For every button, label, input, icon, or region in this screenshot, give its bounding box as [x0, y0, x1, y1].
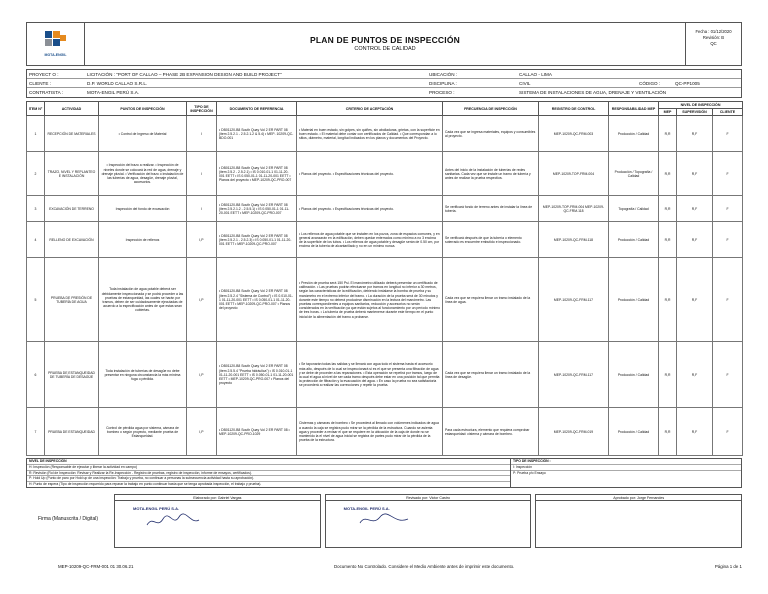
row-type: I: [187, 152, 217, 196]
signature-box-approved: [535, 494, 742, 548]
contractor-label: CONTRATISTA :: [29, 90, 64, 95]
row-type: I,P: [187, 258, 217, 342]
col-record: REGISTRO DE CONTROL: [539, 102, 609, 116]
row-client: F: [713, 222, 743, 258]
row-reference: • DB01120-B8 South Quay Vol 2 ER PART 08 (item 2.5.2 - 2.5.2.1) • IS 0.010-01-1 01-11-20-001 EETT • IS 0.050-01-1 01-11-20-001 EETT • Planos del proyecto • MEP-10209-QC-PRO-007: [217, 152, 297, 196]
discipline-label: DISCIPLINA :: [429, 80, 457, 86]
col-frequency: FRECUENCIA DE INSPECCIÓN: [443, 102, 539, 116]
signature-section: [26, 494, 742, 548]
row-item: 5: [27, 258, 45, 342]
row-activity: PRUEBA DE ESTANQUEIDAD: [45, 408, 99, 456]
row-client: F: [713, 408, 743, 456]
document-date: Fecha : 01/12/2020: [695, 29, 732, 34]
row-points: Inspección de rellenos: [99, 222, 187, 258]
row-type: I: [187, 116, 217, 152]
row-responsible: Producción / Calidad: [609, 258, 659, 342]
row-supervision: R,F: [677, 152, 713, 196]
location-label: UBICACIÓN :: [429, 71, 458, 77]
signature-box-reviewed: [325, 494, 532, 548]
row-frequency: Cada vez que se requiera llenar un tramo instalado de la línea de agua.: [443, 258, 539, 342]
legend-line: R: Revisión (Rol de Inspección: Revisar y Realizar la Re-Inspección - Registro de pruebas, registro de inspección, informe de ensayos, certificados).: [27, 471, 510, 477]
inspection-table: [26, 101, 743, 456]
row-item: 3: [27, 196, 45, 222]
row-criteria: Cisternas y cámaras de bombeo • Se procederá al llenado con volúmenes indicados de agua a cuando la caja se registra pudo mirar se la pérdida de la estructura. Cuando se asienta agua y proceder a revisar el que se requiere en la ubicación de la caja de donde no se mantenido la el nivel de agua inicial se registra de partes pudo mirar de la pérdida de la prueba de la estructura.: [297, 408, 443, 456]
row-activity: EXCAVACIÓN DE TERRENO: [45, 196, 99, 222]
table-row: [27, 196, 743, 222]
row-mep: R,R: [659, 408, 677, 456]
row-criteria: • Los rellenos de agua potable que se instalen en los pozos, zona de espacios comunes, y en general avanzarán en la edificación, deben quedar enterrados como mínimo a no 3 encima de la superficie de los tubos. • Los rellenos de agua potable y desagüe serán de 0.50 cm, por encima de la tubería de alcantarillado y no en un mínimo nunca.: [297, 222, 443, 258]
row-supervision: R,F: [677, 408, 713, 456]
legend-levels: [27, 459, 511, 487]
row-mep: R,R: [659, 152, 677, 196]
row-points: • Control de Ingreso de Material: [99, 116, 187, 152]
row-reference: • DB01120-B8 South Quay Vol 2 ER PART 08 (item 2.5.2.1 - 2.5.2.3) • IS 0.050-01-1 01-11-20-001 EETT • MEP-10209-QC-PRO-007: [217, 222, 297, 258]
col-mep: MEP: [659, 109, 677, 116]
row-client: F: [713, 152, 743, 196]
footer-page: Página 1 de 1: [714, 564, 742, 569]
discipline-value: CIVIL: [519, 80, 531, 86]
project-value: LICITACIÓN : "PORT OF CALLAO – PHASE 2B EXPANSION DESIGN AND BUILD PROJECT": [87, 71, 282, 77]
page-footer: [58, 564, 742, 569]
row-supervision: R,F: [677, 342, 713, 408]
row-record: MEP-10209-TOP-FRM-004 MEP-10209-QC-FRM-118: [539, 196, 609, 222]
legend-levels-title: NIVEL DE INSPECCIÓN: [27, 459, 510, 465]
row-item: 7: [27, 408, 45, 456]
stamp-company: MOTA-ENGIL PERÚ S.A.: [133, 506, 180, 512]
row-supervision: R,F: [677, 196, 713, 222]
footer-doc-code: MEP-10209-QC-FRM-001 01 30.06.21: [58, 564, 134, 569]
row-supervision: R,F: [677, 116, 713, 152]
row-record: MEP-10209-QC-FRM-117: [539, 342, 609, 408]
row-criteria: • Planos del proyecto. • Especificaciones técnicas del proyecto.: [297, 152, 443, 196]
legend-line: I: Inspección: [511, 465, 741, 471]
row-frequency: Para cada estructura, elemento que requiera comprobar estanqueidad: cisterna y cámara de bombeo.: [443, 408, 539, 456]
row-supervision: R,F: [677, 258, 713, 342]
row-frequency: Se verificará fondo de terreno antes de instalar la línea de tubería.: [443, 196, 539, 222]
inspection-plan-document: [26, 22, 742, 548]
legend-types-title: TIPO DE INSPECCIÓN :: [511, 459, 741, 465]
row-responsible: Producción / Calidad: [609, 408, 659, 456]
col-reference-doc: DOCUMENTO DE REFERENCIA: [217, 102, 297, 116]
row-criteria: • Se taponarán todas las salidas y se llenará con agua todo el sistema hasta el accesorio más alto, después de lo cual se inspeccionará si es el que se presenta una filtración de agua y se debe de proceder a las reparaciones. • Esta operación se repetirá por tramos, luego de la cual el agua al nivel de ser cada tramo después debe estar en una posición tal que permita la protección de filtración y la evacuación del agua. • En caso la prueba no sea satisfactoria se procederá a realizar las correcciones y repetir la prueba.: [297, 342, 443, 408]
row-item: 4: [27, 222, 45, 258]
row-record: MEP-10209-QC-FRM-117: [539, 258, 609, 342]
row-client: F: [713, 258, 743, 342]
row-mep: R,R: [659, 116, 677, 152]
document-meta: [685, 23, 741, 65]
col-acceptance: CRITERIO DE ACEPTACIÓN: [297, 102, 443, 116]
legend-line: P: Hold Up (Punto de paro por Hold up de una inspección: Trabajo y prueba, no continuar a personas la subsecuencia actividad hasta su aprobación).: [27, 476, 510, 482]
col-item: ITEM N°: [27, 102, 45, 116]
row-activity: PRUEBA DE ESTANQUEIDAD DE TUBERÍA DE DESAGÜE: [45, 342, 99, 408]
legend-line: P: Prueba y/o Ensayo: [513, 470, 546, 475]
document-header: [26, 22, 742, 66]
title-block: [85, 23, 685, 65]
row-responsible: Topografía / Calidad: [609, 196, 659, 222]
row-reference: • DB01120-B8 South Quay Vol 2 ER PART 08 (item 2.5.2.1 - 2.5.2.1.2 & 5.4) • MEP- 10209-QC-BDO-001: [217, 116, 297, 152]
col-responsible: RESPONSABILIDAD MEP: [609, 102, 659, 116]
row-points: Control de pérdida agua por sistema, cámara de bombeo o según proyecto, mediante prueba de Estanqueidad.: [99, 408, 187, 456]
row-item: 6: [27, 342, 45, 408]
col-inspection-type: TIPO DE INSPECCIÓN: [187, 102, 217, 116]
table-row: [27, 408, 743, 456]
company-logo: [27, 23, 85, 65]
row-responsible: Producción / Calidad: [609, 222, 659, 258]
row-client: F: [713, 342, 743, 408]
signature-role: Elaborado por: Gabriel Vargas: [115, 495, 320, 501]
client-value: D.P. WORLD CALLAO S.R.L.: [87, 80, 148, 86]
legend-line: H: Punto de espera (Tipo de inspección requerido para reparar la trabajo en punto continuar hasta que se tenga aprobada inspección, el trabajo y prueba).: [29, 481, 262, 486]
row-mep: R,R: [659, 342, 677, 408]
document-revision: Revisión: B: [702, 35, 725, 40]
project-info: [26, 69, 742, 98]
row-responsible: Producción / Topografía / Calidad: [609, 152, 659, 196]
project-label: PROYECT O :: [29, 71, 59, 77]
row-client: F: [713, 116, 743, 152]
handwritten-signature: [354, 511, 414, 531]
document-title: PLAN DE PUNTOS DE INSPECCIÓN: [310, 35, 460, 45]
table-row: [27, 152, 743, 196]
row-responsible: Producción / Calidad: [609, 342, 659, 408]
row-record: MEP-10209-QC-FRM-019: [539, 408, 609, 456]
table-row: [27, 222, 743, 258]
row-type: I: [187, 196, 217, 222]
row-activity: PRUEBA DE PRESIÓN DE TUBERÍA DE AGUA: [45, 258, 99, 342]
row-supervision: R,F: [677, 222, 713, 258]
row-mep: R,R: [659, 222, 677, 258]
col-activity: ACTIVIDAD: [45, 102, 99, 116]
row-type: I,P: [187, 222, 217, 258]
row-type: I,P: [187, 408, 217, 456]
logo-icon: [45, 31, 67, 51]
row-frequency: Cada vez que se ingresa materiales, equipos y consumibles al proyecto.: [443, 116, 539, 152]
table-row: [27, 342, 743, 408]
row-points: • Inspección del trazo a realizar. • Inspección de niveles donde se colocará la red de agua, drenaje y drenaje pluvial. • Verificación del trazo o instalación de las tuberías de agua, desagüe, drenaje pluvial, accesorios.: [99, 152, 187, 196]
client-label: CLIENTE :: [29, 80, 51, 86]
signature-role: Aprobado por: Jorge Fernandes: [536, 495, 741, 501]
contractor-value: MOTA-ENGIL PERÚ S.A.: [87, 90, 140, 95]
col-client: CLIENTE: [713, 109, 743, 116]
legend: [26, 458, 742, 488]
row-reference: • DB01120-B8 South Quay Vol 2 ER PART 08 (item 2.5.2.1.2 - 2.5.5.1) • IS 0.050-01-1 01-11-20-001 EETT • MEP-10209-QC-PRO-007: [217, 196, 297, 222]
signature-label: Firma (Manuscrita / Digital): [37, 516, 98, 523]
document-subtitle: CONTROL DE CALIDAD: [354, 46, 416, 52]
row-frequency: Cada vez que se requiera llenar un tramo instalado de la línea de desagüe.: [443, 342, 539, 408]
row-frequency: Antes del inicio de la instalación de tuberías de redes sanitarias. Cada vez que se instale un tramo de tubería y antes de realizar la prueba respectiva.: [443, 152, 539, 196]
col-level: NIVEL DE INSPECCIÓN: [659, 102, 743, 109]
row-type: I,P: [187, 342, 217, 408]
row-points: Inspección del fondo de excavación: [99, 196, 187, 222]
row-record: MEP-10209-QC-FRM-118: [539, 222, 609, 258]
row-client: F: [713, 196, 743, 222]
code-value: QC-PP1005: [675, 80, 700, 86]
row-record: MEP-10209-TOP-FRM-004: [539, 152, 609, 196]
stamp-company: MOTA-ENGIL PERÚ S.A.: [343, 506, 390, 512]
row-criteria: • Material en buen estado, sin golpes, sin quiñes, sin abolladuras, grietas, con la superficie en buen estado. • El material debe contar con certificados de Calidad. • Que correspondan a lo sitios, diámetro, material, longitud indicados en los planos y documentos del Proyecto.: [297, 116, 443, 152]
signature-box-prepared: [114, 494, 321, 548]
process-value: SISTEMA DE INSTALACIONES DE AGUA, DRENAJE Y VENTILACIÓN: [519, 90, 667, 95]
row-points: Toda instalación de agua potable deberá ser debidamente inspeccionada y se podrá proceder a las pruebas de estanqueidad, las cuales se harán por tramos, deben de ser cuidadosamente ejecutadas de acuerdo a la especificación antes de que estas sean cubiertas.: [99, 258, 187, 342]
table-row: [27, 258, 743, 342]
row-mep: R,R: [659, 196, 677, 222]
location-value: CALLAO - LIMA: [519, 71, 552, 77]
col-inspection-points: PUNTOS DE INSPECCIÓN: [99, 102, 187, 116]
process-label: PROCESO :: [429, 90, 455, 95]
row-reference: • DB01120-B8 South Quay Vol 2 ER PART 08 • MEP-10209-QC-PRO-1029: [217, 408, 297, 456]
row-activity: RELLENO DE EXCAVACIÓN: [45, 222, 99, 258]
row-criteria: • Presión de prueba será 150 Psi. El manómetro utilizado deberá presentar un certificado de calibración. • Las pruebas podrán efectuarse por tramos en longitud no inferior a 30 metros, según las características de la edificación, debiendo instalarse la bomba de prueba y su manómetro en el extremo inferior del tramo. • La duración de la prueba será de 30 minutos y durante este tiempo no deberá producirse disminución en la lectura del manómetro. Las pruebas correspondientes a equipos sanitarios, reducción y accesorios no serán considerados en la verificación ya que están sujetos al funcionamiento por un período mínimo de tres horas. • La tubería de prueba deberá mantenerse durante este tiempo en el punto inicial de la alimentación del tramo a probarse.: [297, 258, 443, 342]
row-criteria: • Planos del proyecto. • Especificaciones técnicas del proyecto.: [297, 196, 443, 222]
document-code: QC: [710, 41, 717, 46]
row-frequency: Se verificará después de que la tubería o elemento soterrado es encuentre embutido e inspeccionado.: [443, 222, 539, 258]
row-item: 1: [27, 116, 45, 152]
row-reference: • DB01120-B8 South Quay Vol 2 ER PART 08 (item 2.5.5.4 "Prueba hidráulica") • IS 0.010-01-1 01-11-20-001 EETT • IS 0.050-01-1 01-11-20-001 EETT • MEP-10209-QC-PRO-007 • Planos del proyecto: [217, 342, 297, 408]
table-row: [27, 116, 743, 152]
handwritten-signature: [143, 511, 203, 531]
row-item: 2: [27, 152, 45, 196]
logo-text: MOTA-ENGIL: [44, 53, 67, 57]
row-reference: • DB01120-B8 South Quay Vol 2 ER PART 08 (item 2.5.2.4 "Sistema de Control") • IS 0.010-01-1 01-11-20-001 EETT • IS 0.050-01-1 01-11-20-001 EETT • MEP-10209-QC-PRO-007 • Planos del proyecto: [217, 258, 297, 342]
row-responsible: Producción / Calidad: [609, 116, 659, 152]
footer-disclaimer: Documento No Controlado. Considere el Medio Ambiente antes de imprimir este documento.: [333, 564, 515, 569]
legend-line: H: Inspección (Responsable de ejecutar y liberar la actividad en campo): [27, 465, 510, 471]
row-activity: RECEPCIÓN DE MATERIALES: [45, 116, 99, 152]
legend-types: [511, 459, 741, 487]
code-label: CÓDIGO :: [639, 80, 661, 86]
row-activity: TRAZO, NIVEL Y REPLANTEO E INSTALACIÓN: [45, 152, 99, 196]
row-record: MEP-10209-QC-FRM-003: [539, 116, 609, 152]
row-mep: R,R: [659, 258, 677, 342]
col-supervision: SUPERVISIÓN: [677, 109, 713, 116]
signature-role: Revisado por: Victor Castro: [326, 495, 531, 501]
row-points: Toda instalación de tuberías de desagüe no debe presentar en ninguna circunstancia la más mínima fuga o pérdida.: [99, 342, 187, 408]
